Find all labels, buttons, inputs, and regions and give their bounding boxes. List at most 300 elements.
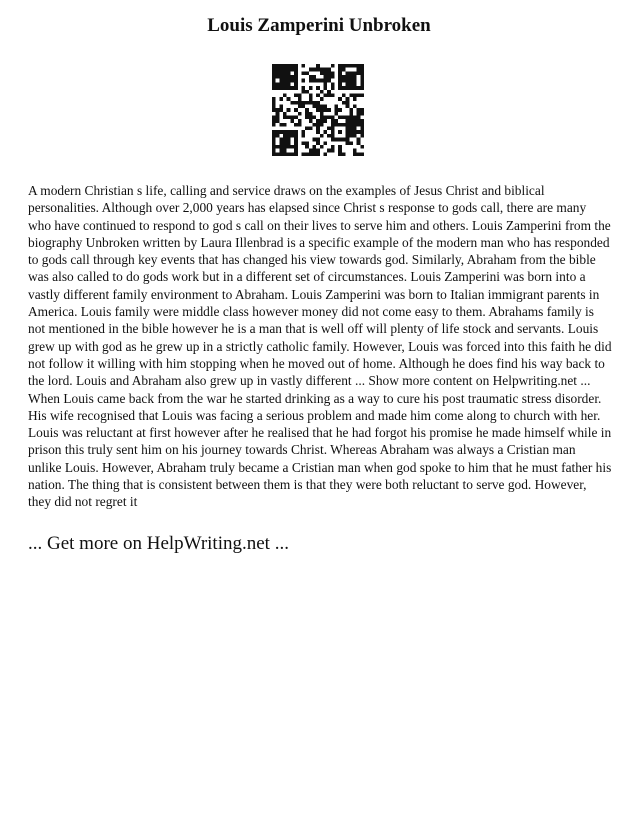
qr-module [279,108,283,112]
qr-module [276,82,280,86]
qr-module [272,82,276,86]
qr-module [357,130,361,134]
qr-module [342,79,346,83]
qr-module [279,79,283,83]
qr-module [301,141,305,145]
qr-module [309,86,313,90]
qr-module [294,79,298,83]
body-paragraph: When Louis came back from the war he started drinking as a way to cure his post traumatic stress disorder. His wife recognised that Louis was facing a serious problem and made him come along to church with her. Louis was reluctant at first however after he realised that he had forgot his promise he made himself while in prison this truly sent him on his journey towards Christ. Whereas Abraham was always a Cristian man unlike Louis. However, Abraham truly became a Cristian man when god spoke to him that he must father his nation. The thing that is consistent between them is that they were both reluctant to serve god. However, they did not regret it [28,390,612,510]
qr-module [312,104,316,108]
qr-module [360,93,364,97]
qr-module [316,93,320,97]
qr-module [279,141,283,145]
qr-module [279,149,283,153]
qr-module [349,71,353,75]
qr-module [272,138,276,142]
qr-module [305,116,309,120]
qr-module [294,86,298,90]
qr-module [272,79,276,83]
qr-module [316,108,320,112]
qr-module [279,145,283,149]
qr-module [301,90,305,94]
qr-module [294,71,298,75]
qr-module [316,86,320,90]
qr-module [338,82,342,86]
qr-module [353,127,357,131]
qr-module [342,101,346,105]
qr-module [287,130,291,134]
qr-module [320,71,324,75]
qr-module [276,134,280,138]
qr-module [349,64,353,68]
qr-module [298,112,302,116]
qr-module [283,82,287,86]
qr-module [349,82,353,86]
qr-module [320,119,324,123]
qr-module [360,82,364,86]
qr-module [316,130,320,134]
qr-module [279,82,283,86]
qr-module [279,75,283,79]
qr-module [346,141,350,145]
qr-module [360,86,364,90]
qr-module [331,123,335,127]
qr-module [312,152,316,156]
qr-module [305,141,309,145]
qr-module [327,108,331,112]
qr-module [346,71,350,75]
qr-module [283,93,287,97]
qr-module [357,108,361,112]
qr-module [320,112,324,116]
qr-module [335,119,339,123]
qr-module [349,130,353,134]
qr-module [320,79,324,83]
qr-module [301,64,305,68]
qr-module [360,75,364,79]
qr-module [294,134,298,138]
qr-module [272,108,276,112]
qr-module [279,130,283,134]
qr-module [320,134,324,138]
qr-module [349,108,353,112]
qr-module [327,127,331,131]
qr-module [353,123,357,127]
qr-module [283,152,287,156]
qr-module [283,123,287,127]
qr-module [312,138,316,142]
qr-module [331,64,335,68]
qr-module [353,104,357,108]
qr-module [342,152,346,156]
qr-module [294,75,298,79]
qr-module [320,123,324,127]
qr-module [283,75,287,79]
qr-module [338,108,342,112]
qr-module [294,141,298,145]
qr-module [324,75,328,79]
qr-module [287,97,291,101]
qr-module [272,104,276,108]
qr-module [305,127,309,131]
qr-module [279,104,283,108]
qr-module [360,64,364,68]
qr-module [309,149,313,153]
get-more-link[interactable]: ... Get more on HelpWriting.net ... [28,533,289,554]
qr-module [346,127,350,131]
qr-module [320,145,324,149]
qr-module [338,116,342,120]
qr-module [287,64,291,68]
qr-module [283,145,287,149]
qr-module [316,141,320,145]
qr-module [309,119,313,123]
qr-module [327,71,331,75]
document-body [28,182,612,511]
qr-module [290,134,294,138]
qr-module [316,79,320,83]
qr-module [276,152,280,156]
qr-module [360,71,364,75]
qr-module [353,97,357,101]
qr-module [287,68,291,72]
qr-module [305,71,309,75]
qr-module [342,138,346,142]
qr-module [353,119,357,123]
qr-module [342,68,346,72]
qr-module [283,116,287,120]
qr-module [338,152,342,156]
qr-module [279,97,283,101]
qr-module [353,75,357,79]
qr-module [324,108,328,112]
qr-module [301,134,305,138]
qr-module [349,134,353,138]
qr-module [312,75,316,79]
qr-module [276,130,280,134]
qr-module [316,104,320,108]
qr-module [346,97,350,101]
qr-module [342,93,346,97]
qr-module [309,75,313,79]
qr-module [276,86,280,90]
qr-module [346,64,350,68]
qr-module [346,101,350,105]
qr-module [309,112,313,116]
qr-module [353,82,357,86]
qr-module [327,79,331,83]
qr-module [272,130,276,134]
qr-module [360,108,364,112]
qr-module [283,112,287,116]
qr-module [349,75,353,79]
qr-module [272,152,276,156]
qr-module [294,145,298,149]
qr-module [353,152,357,156]
qr-module [309,68,313,72]
qr-module [276,71,280,75]
qr-module [276,68,280,72]
qr-module [349,123,353,127]
qr-module [312,68,316,72]
qr-module [272,141,276,145]
qr-module [346,116,350,120]
qr-module [357,152,361,156]
qr-module [349,141,353,145]
qr-module [312,145,316,149]
qr-module [338,149,342,153]
qr-module [272,86,276,90]
qr-module [305,101,309,105]
qr-module [287,86,291,90]
qr-module [279,68,283,72]
qr-module [331,145,335,149]
qr-module [276,119,280,123]
qr-module [338,68,342,72]
qr-module [272,145,276,149]
qr-module [287,134,291,138]
qr-module [276,112,280,116]
qr-module [353,116,357,120]
qr-module [360,112,364,116]
qr-module [346,130,350,134]
qr-module [309,93,313,97]
qr-module [294,64,298,68]
qr-module [272,101,276,105]
qr-module [327,75,331,79]
qr-module [346,82,350,86]
qr-module [298,101,302,105]
qr-module [301,71,305,75]
qr-module [276,64,280,68]
qr-module [272,123,276,127]
qr-module [316,119,320,123]
qr-module [327,68,331,72]
qr-code-icon [272,64,364,156]
qr-module [327,116,331,120]
qr-module [357,68,361,72]
qr-module [346,134,350,138]
qr-module [283,64,287,68]
qr-module [331,86,335,90]
qr-module [327,149,331,153]
qr-module [324,93,328,97]
qr-module [272,75,276,79]
qr-module [290,119,294,123]
qr-module [283,86,287,90]
qr-module [320,108,324,112]
qr-module [338,145,342,149]
qr-module [290,145,294,149]
qr-module [294,149,298,153]
document-title: Louis Zamperini Unbroken [207,15,431,36]
qr-module [360,134,364,138]
qr-module [357,119,361,123]
qr-module [338,75,342,79]
qr-module [346,119,350,123]
qr-module [287,82,291,86]
qr-module [357,93,361,97]
qr-module [279,64,283,68]
qr-module [324,71,328,75]
qr-module [294,116,298,120]
qr-module [324,86,328,90]
qr-module [272,116,276,120]
qr-module [287,108,291,112]
qr-module [331,82,335,86]
qr-module [279,86,283,90]
qr-module [301,104,305,108]
qr-module [331,71,335,75]
qr-module [353,71,357,75]
qr-module [272,149,276,153]
qr-module [283,79,287,83]
qr-module [305,112,309,116]
qr-module [353,86,357,90]
qr-module [272,64,276,68]
qr-module [283,141,287,145]
qr-module [287,116,291,120]
qr-module [331,116,335,120]
qr-module [298,93,302,97]
qr-module [312,101,316,105]
qr-module [283,68,287,72]
qr-module [272,68,276,72]
qr-module [294,93,298,97]
qr-module [279,71,283,75]
qr-module [331,138,335,142]
qr-module [298,119,302,123]
qr-module [360,123,364,127]
qr-module [276,108,280,112]
qr-module [335,123,339,127]
qr-module [357,71,361,75]
qr-module [309,79,313,83]
qr-module [349,127,353,131]
qr-module [305,145,309,149]
qr-module [360,79,364,83]
qr-module [301,101,305,105]
qr-module [309,152,313,156]
qr-module [316,123,320,127]
qr-module [290,101,294,105]
qr-module [287,152,291,156]
qr-module [324,152,328,156]
qr-module [349,112,353,116]
qr-module [316,127,320,131]
qr-module [294,82,298,86]
qr-module [353,134,357,138]
qr-module [320,97,324,101]
qr-module [312,149,316,153]
qr-module [335,138,339,142]
qr-module [360,127,364,131]
qr-module [287,138,291,142]
qr-module [346,104,350,108]
qr-module [338,79,342,83]
qr-module [331,93,335,97]
qr-module [357,138,361,142]
qr-module [324,68,328,72]
qr-module [327,134,331,138]
qr-module [324,79,328,83]
qr-module [279,152,283,156]
qr-module [320,116,324,120]
qr-module [331,127,335,131]
qr-module [312,123,316,127]
qr-module [346,79,350,83]
qr-module [287,79,291,83]
qr-module [338,86,342,90]
qr-module [349,79,353,83]
qr-module [298,104,302,108]
qr-module [287,75,291,79]
qr-module [353,64,357,68]
qr-module [338,138,342,142]
qr-module [276,145,280,149]
qr-module [287,71,291,75]
qr-module [290,75,294,79]
qr-module [305,152,309,156]
qr-module [324,104,328,108]
qr-module [283,71,287,75]
qr-module [331,119,335,123]
qr-module [357,64,361,68]
qr-module [360,145,364,149]
qr-module [287,141,291,145]
qr-module [272,71,276,75]
qr-module [309,97,313,101]
qr-module [357,123,361,127]
qr-module [338,64,342,68]
qr-module [283,149,287,153]
qr-module [357,112,361,116]
qr-module [331,149,335,153]
qr-module [290,152,294,156]
qr-module [294,101,298,105]
qr-module [290,68,294,72]
qr-module [335,108,339,112]
qr-module [279,123,283,127]
qr-module [324,82,328,86]
qr-module [294,130,298,134]
qr-module [283,130,287,134]
qr-module [346,123,350,127]
qr-module [331,130,335,134]
qr-module [272,97,276,101]
qr-module [283,134,287,138]
qr-module [327,90,331,94]
qr-module [349,116,353,120]
qr-module [294,123,298,127]
qr-module [290,86,294,90]
qr-module [301,86,305,90]
qr-module [353,93,357,97]
qr-module [316,68,320,72]
qr-module [346,86,350,90]
qr-module [305,108,309,112]
qr-module [316,138,320,142]
qr-module [342,123,346,127]
qr-module [316,149,320,153]
qr-module [335,104,339,108]
qr-module [294,68,298,72]
qr-module [335,112,339,116]
qr-module [360,68,364,72]
qr-module [342,64,346,68]
qr-module [320,90,324,94]
qr-module [272,119,276,123]
